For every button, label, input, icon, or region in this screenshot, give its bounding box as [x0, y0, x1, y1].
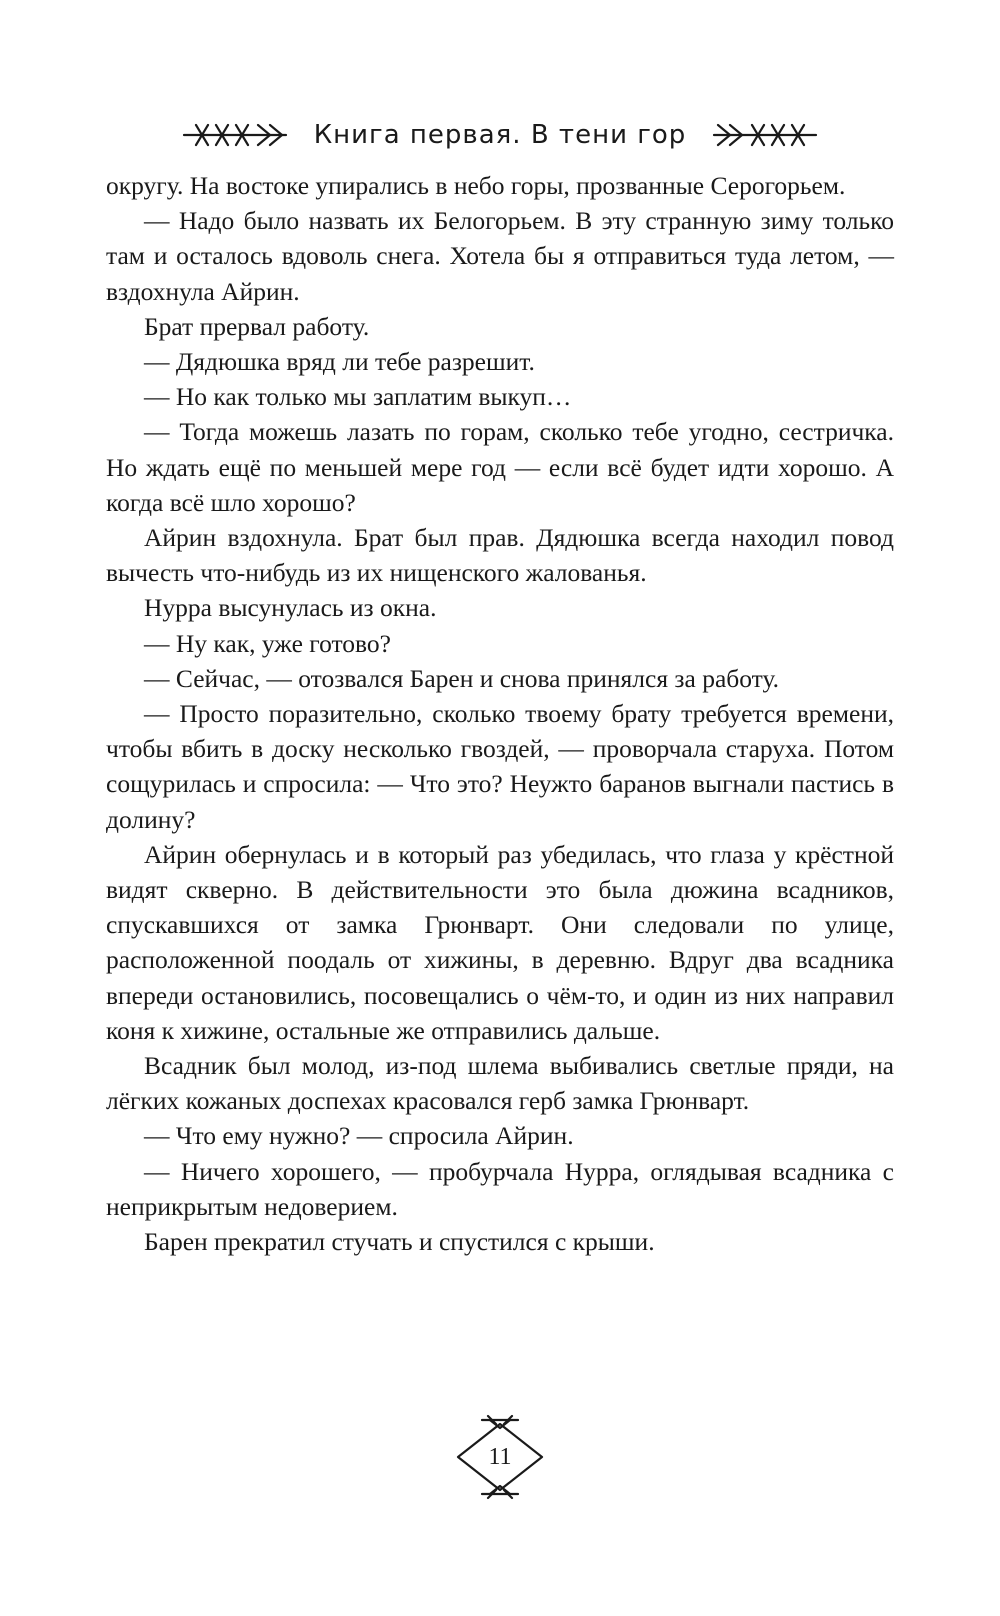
paragraph: — Ну как, уже готово? — [144, 628, 391, 658]
paragraph: — Надо было назвать их Белогорьем. В эту странную зиму только там и осталось вдоволь снега. Хотела бы я отправиться туда летом, — вздохнула Айрин. — [106, 206, 894, 306]
running-title: Книга первая. В тени гор — [313, 120, 687, 150]
page-folio — [430, 1414, 570, 1500]
paragraph: Всадник был молод, из-под шлема выбивались светлые пряди, на лёгких кожаных доспехах красовался герб замка Грюнварт. — [106, 1051, 894, 1116]
paragraph: Айрин вздохнула. Брат был прав. Дядюшка всегда находил повод вычесть что-нибудь из их нищенского жалованья. — [106, 523, 894, 588]
paragraph: — Что ему нужно? — спросила Айрин. — [144, 1121, 574, 1151]
paragraph: Нурра высунулась из окна. — [144, 593, 437, 623]
knot-ornament-icon-left — [182, 121, 288, 149]
knot-ornament-icon-right — [712, 121, 818, 149]
page-number: 11 — [488, 1444, 512, 1470]
paragraph: Айрин обернулась и в который раз убедилась, что глаза у крёстной видят скверно. В действительности это была дюжина всадников, спускавшихся от замка Грюнварт. Они следовали по улице, расположенной поодаль от хижины, в деревню. Вдруг два всадника впереди остановились, посовещались о чём-то, и один из них направил коня к хижине, остальные же отправились дальше. — [106, 839, 894, 1045]
paragraph: — Дядюшка вряд ли тебе разрешит. — [144, 347, 535, 377]
paragraph: — Тогда можешь лазать по горам, сколько тебе угодно, сестричка. Но ждать ещё по меньшей мере год — если всё будет идти хорошо. А когда всё шло хорошо? — [106, 417, 894, 517]
body-text — [106, 168, 894, 1259]
paragraph: — Но как только мы заплатим выкуп… — [144, 382, 572, 412]
paragraph: Брат прервал работу. — [144, 311, 370, 341]
paragraph: Барен прекратил стучать и спустился с крыши. — [144, 1227, 655, 1257]
paragraph: округу. На востоке упирались в небо горы, прозванные Серогорьем. — [106, 171, 846, 200]
paragraph: — Сейчас, — отозвался Барен и снова принялся за работу. — [144, 663, 780, 693]
paragraph: — Ничего хорошего, — пробурчала Нурра, оглядывая всадника с неприкрытым недоверием. — [106, 1156, 894, 1221]
running-header — [0, 112, 1000, 158]
paragraph: — Просто поразительно, сколько твоему брату требуется времени, чтобы вбить в доску несколько гвоздей, — проворчала старуха. Потом сощурилась и спросила: — Что это? Неужто баранов выгнали пастись в долину? — [106, 699, 894, 834]
